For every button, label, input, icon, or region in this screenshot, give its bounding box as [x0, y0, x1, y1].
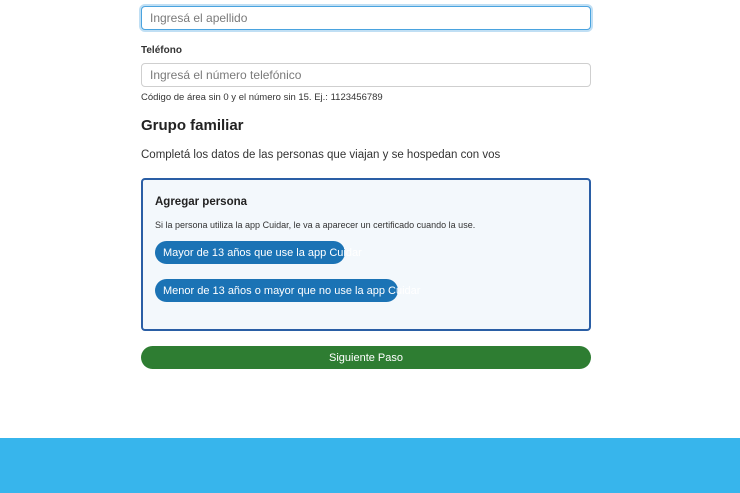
- add-person-under-13-button[interactable]: Menor de 13 años o mayor que no use la app Cuidar: [155, 279, 398, 302]
- add-person-over-13-button[interactable]: Mayor de 13 años que use la app Cuidar: [155, 241, 345, 264]
- group-section-description: Completá los datos de las personas que viajan y se hospedan con vos: [141, 149, 501, 161]
- footer: [0, 438, 740, 493]
- telefono-input[interactable]: [141, 63, 591, 87]
- add-person-description: Si la persona utiliza la app Cuidar, le va a aparecer un certificado cuando la use.: [155, 220, 476, 230]
- group-section-title: Grupo familiar: [141, 117, 244, 134]
- add-person-title: Agregar persona: [155, 196, 248, 208]
- telefono-help-text: Código de área sin 0 y el número sin 15. Ej.: 1123456789: [141, 92, 383, 103]
- next-step-button[interactable]: Siguiente Paso: [141, 346, 591, 369]
- add-person-panel: [141, 178, 591, 331]
- telefono-label: Teléfono: [141, 45, 182, 56]
- apellido-input[interactable]: [141, 6, 591, 30]
